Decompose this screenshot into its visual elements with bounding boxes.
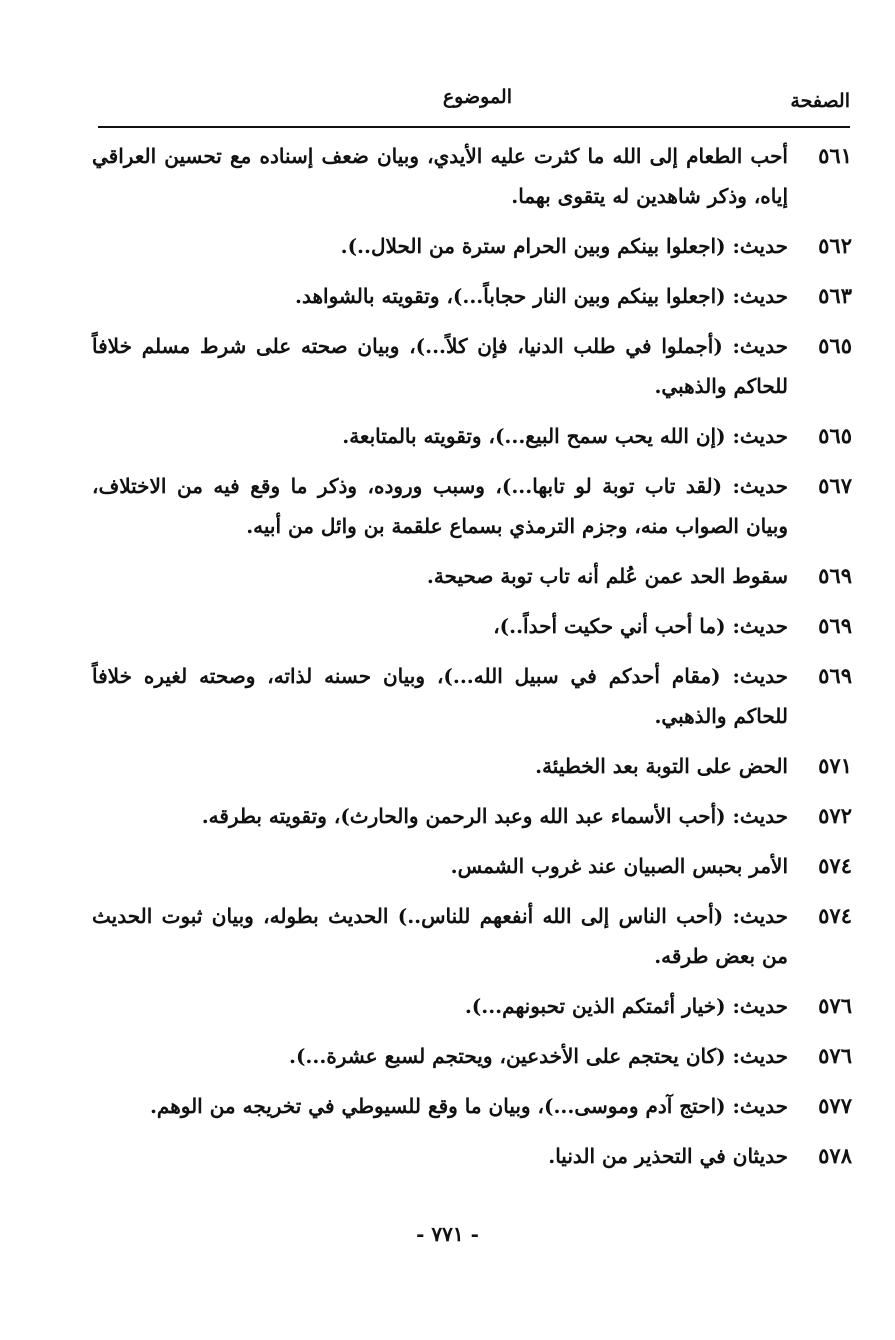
table-header [96, 86, 850, 120]
entry-topic: حديث: (اجعلوا بينكم وبين الحرام سترة من الحلال..). [340, 234, 788, 258]
entry-topic: حديث: (اجعلوا بينكم وبين النار حجاباً...)، وتقويته بالشواهد. [295, 284, 788, 308]
entry-topic: حديث: (احتج آدم وموسى...)، وبيان ما وقع للسيوطي في تخريجه من الوهم. [149, 1094, 788, 1118]
entry-topic: حديث: (أحب الناس إلى الله أنفعهم للناس..) الحديث بطوله، وبيان ثبوت الحديث من بعض طرقه. [92, 904, 788, 968]
list-item [92, 1036, 852, 1076]
list-item [92, 326, 852, 406]
list-item [92, 746, 852, 786]
entry-page-number: ٥٦٥ [818, 423, 852, 448]
entry-page-number: ٥٧٧ [818, 1093, 852, 1118]
entry-topic: أحب الطعام إلى الله ما كثرت عليه الأيدي، وبيان ضعف إسناده مع تحسين العراقي إياه، وذكر شاهدين له يتقوى بهما. [92, 144, 788, 208]
entry-page-number: ٥٦٩ [818, 663, 852, 688]
entry-page-number: ٥٧٤ [818, 903, 852, 928]
page-column-heading: الصفحة [790, 90, 850, 112]
list-item [92, 796, 852, 836]
list-item [92, 606, 852, 646]
entry-topic: حديث: (مقام أحدكم في سبيل الله...)، وبيان حسنه لذاته، وصحته لغيره خلافاً للحاكم والذهبي. [92, 664, 788, 728]
entry-topic: حديث: (إن الله يحب سمح البيع...)، وتقويته بالمتابعة. [342, 424, 788, 448]
list-item [92, 846, 852, 886]
entry-page-number: ٥٦٢ [818, 233, 852, 258]
entry-topic: الحض على التوبة بعد الخطيئة. [535, 754, 788, 778]
entry-page-number: ٥٧٦ [818, 1043, 852, 1068]
entry-page-number: ٥٧٤ [818, 853, 852, 878]
list-item [92, 896, 852, 976]
entry-topic: حديث: (أحب الأسماء عبد الله وعبد الرحمن والحارث)، وتقويته بطرقه. [201, 804, 788, 828]
entry-page-number: ٥٧٢ [818, 803, 852, 828]
entry-topic: حديثان في التحذير من الدنيا. [548, 1144, 788, 1168]
entry-page-number: ٥٦١ [818, 143, 852, 168]
entry-page-number: ٥٦٩ [818, 563, 852, 588]
topic-column-heading: الموضوع [442, 86, 512, 108]
entry-page-number: ٥٦٣ [818, 283, 852, 308]
entry-topic: حديث: (أجملوا في طلب الدنيا، فإن كلاً...)، وبيان صحته على شرط مسلم خلافاً للحاكم والذهبي. [92, 334, 788, 398]
entry-page-number: ٥٧٦ [818, 993, 852, 1018]
list-item [92, 556, 852, 596]
list-item [92, 136, 852, 216]
list-item [92, 416, 852, 456]
list-item [92, 466, 852, 546]
entry-topic: حديث: (كان يحتجم على الأخدعين، ويحتجم لسبع عشرة...). [289, 1044, 788, 1068]
entry-topic: حديث: (لقد تاب توبة لو تابها...)، وسبب وروده، وذكر ما وقع فيه من الاختلاف، وبيان الصواب منه، وجزم الترمذي بسماع علقمة بن وائل من أبيه. [92, 474, 788, 538]
entry-topic: الأمر بحبس الصبيان عند غروب الشمس. [450, 854, 788, 878]
entry-topic: حديث: (خيار أئمتكم الذين تحبونهم...). [464, 994, 788, 1018]
list-item [92, 986, 852, 1026]
entry-topic: سقوط الحد عمن عُلم أنه تاب توبة صحيحة. [426, 564, 788, 588]
entry-page-number: ٥٦٥ [818, 333, 852, 358]
list-item [92, 226, 852, 266]
list-item [92, 1136, 852, 1176]
list-item [92, 1086, 852, 1126]
list-item [92, 656, 852, 736]
entry-page-number: ٥٦٩ [818, 613, 852, 638]
entry-topic: حديث: (ما أحب أني حكيت أحداً..)، [493, 614, 788, 638]
entry-page-number: ٥٦٧ [818, 473, 852, 498]
index-entries [92, 136, 852, 1186]
header-divider [98, 126, 850, 128]
list-item [92, 276, 852, 316]
page-number-footer: - ٧٧١ - [416, 1222, 479, 1246]
entry-page-number: ٥٧٨ [818, 1143, 852, 1168]
entry-page-number: ٥٧١ [818, 753, 852, 778]
